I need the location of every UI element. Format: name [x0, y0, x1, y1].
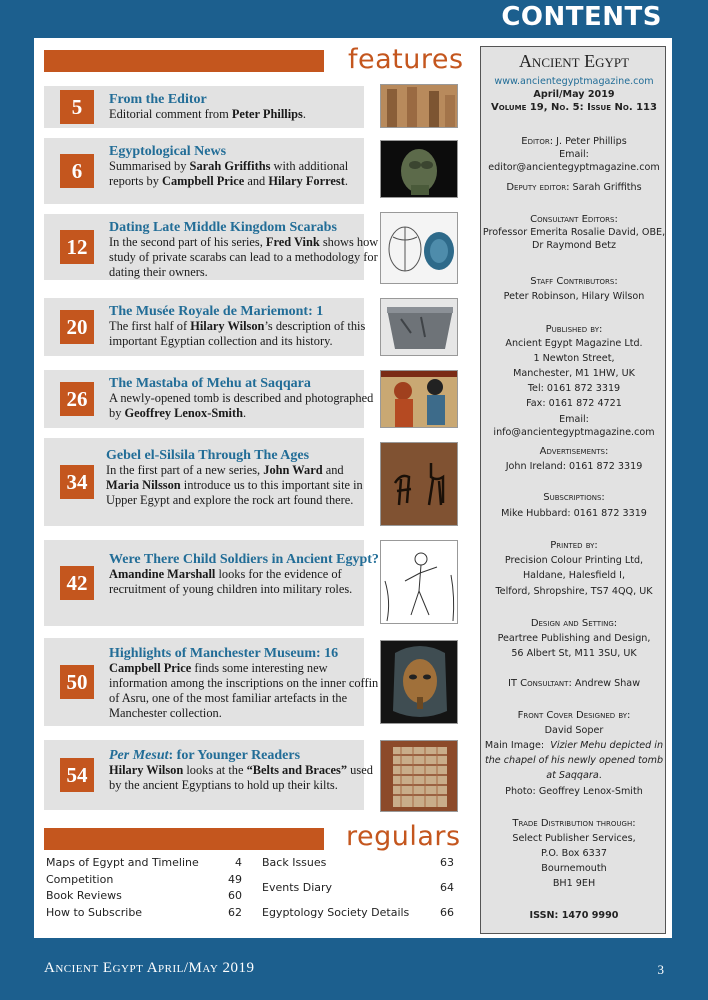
masthead-box	[480, 46, 666, 934]
regular-page: 49	[228, 873, 242, 886]
cover-caption: Main Image: Vizier Mehu depicted in	[484, 740, 664, 751]
feature-description: Amandine Marshall looks for the evidence of recruitment of young children into military roles.	[109, 567, 353, 596]
trade-line: Bournemouth	[541, 863, 607, 874]
consultant-heading: Consultant Editors:	[530, 214, 618, 225]
publisher-line: Ancient Egypt Magazine Ltd.	[505, 338, 643, 349]
it-credit: IT Consultant: Andrew Shaw	[507, 678, 641, 689]
features-rule	[44, 50, 324, 72]
regular-page: 4	[235, 856, 242, 869]
issue-date: April/May 2019	[533, 89, 615, 100]
editor-credit: Editor: J. Peter Phillips	[521, 136, 627, 147]
trade-line: BH1 9EH	[552, 878, 596, 889]
child-soldier-drawing	[380, 540, 458, 624]
trade-line: P.O. Box 6337	[541, 848, 607, 859]
feature-entry[interactable]	[44, 740, 373, 810]
staff-heading: Staff Contributors:	[530, 276, 618, 287]
belt-textile-photo	[380, 740, 458, 812]
footer-page-number: 3	[657, 962, 664, 977]
regular-item[interactable]	[46, 906, 242, 919]
scarab-drawing	[380, 212, 458, 284]
subs-heading: Subscriptions:	[543, 492, 605, 503]
publisher-email[interactable]: Email: info@ancientegyptmagazine.com	[493, 414, 655, 438]
trade-heading: Trade Distribution through:	[512, 818, 636, 829]
regular-item[interactable]	[262, 906, 462, 919]
page-number-badge: 6	[60, 154, 94, 188]
regular-label: Book Reviews	[46, 889, 122, 902]
feature-description: Editorial comment from Peter Phillips.	[109, 107, 306, 121]
feature-entry[interactable]	[44, 638, 379, 726]
cover-heading: Front Cover Designed by:	[517, 710, 631, 721]
regular-page: 64	[440, 881, 454, 894]
regular-page: 60	[228, 889, 242, 902]
page-number-badge: 26	[60, 382, 94, 416]
rock-art-photo	[380, 442, 458, 526]
printer-line: Haldane, Halesfield I,	[522, 570, 626, 581]
deputy-credit: Deputy editor: Sarah Griffiths	[506, 182, 642, 193]
ads-heading: Advertisements:	[539, 446, 609, 457]
feature-entry[interactable]	[44, 214, 379, 280]
page-number-badge: 54	[60, 758, 94, 792]
feature-description: Summarised by Sarah Griffiths with additional reports by Campbell Price and Hilary Forrest.	[109, 159, 349, 188]
regular-label: Competition	[46, 873, 114, 886]
publisher-line: Manchester, M1 1HW, UK	[513, 368, 635, 379]
regular-label: Maps of Egypt and Timeline	[46, 856, 199, 869]
feature-title: Egyptological News	[109, 144, 227, 159]
regulars-rule	[44, 828, 324, 850]
feature-title: Per Mesut: for Younger Readers	[109, 748, 301, 763]
regular-item[interactable]	[46, 856, 242, 869]
feature-title: The Musée Royale de Mariemont: 1	[109, 304, 324, 319]
regular-item[interactable]	[46, 873, 242, 886]
feature-title: From the Editor	[109, 92, 207, 107]
regular-item[interactable]	[262, 881, 462, 894]
subs-contact: Mike Hubbard: 0161 872 3319	[501, 508, 647, 519]
regular-item[interactable]	[262, 856, 462, 869]
regular-page: 66	[440, 906, 454, 919]
feature-text	[109, 92, 379, 122]
masthead-url[interactable]: www.ancientegyptmagazine.com	[494, 76, 654, 87]
consultant-name: Professor Emerita Rosalie David, OBE,	[482, 227, 666, 238]
regular-label: Events Diary	[262, 881, 333, 894]
design-heading: Design and Setting:	[530, 618, 618, 629]
cover-designer: David Soper	[544, 725, 604, 736]
feature-description: A newly-opened tomb is described and photographed by Geoffrey Lenox-Smith.	[109, 391, 374, 420]
volume-info: Volume 19, No. 5: Issue No. 113	[491, 102, 657, 113]
page-number-badge: 12	[60, 230, 94, 264]
consultant-name: Dr Raymond Betz	[531, 240, 617, 251]
feature-entry[interactable]	[44, 438, 364, 526]
feature-title: Dating Late Middle Kingdom Scarabs	[109, 220, 337, 235]
staff-names: Peter Robinson, Hilary Wilson	[503, 291, 645, 302]
feature-description: The first half of Hilary Wilson’s description of this important Egyptian collection and its history.	[109, 319, 366, 348]
feature-title: The Mastaba of Mehu at Saqqara	[109, 376, 311, 391]
feature-title: Gebel el-Silsila Through The Ages	[106, 448, 310, 463]
regulars-heading: regulars	[346, 821, 461, 852]
publisher-fax: Fax: 0161 872 4721	[526, 398, 622, 409]
page-number-badge: 34	[60, 465, 94, 499]
feature-description: Campbell Price finds some interesting new information among the inscriptions on the inner coffin of Asru, one of the most familiar artefacts in the Manchester collection.	[109, 661, 379, 720]
regular-page: 62	[228, 906, 242, 919]
feature-entry[interactable]	[44, 298, 364, 356]
regular-page: 63	[440, 856, 454, 869]
feature-entry[interactable]	[44, 138, 364, 204]
feature-description: Hilary Wilson looks at the “Belts and Braces” used by the ancient Egyptians to hold up their kilts.	[109, 763, 373, 792]
stone-vessel-photo	[380, 298, 458, 356]
page-number-badge: 50	[60, 665, 94, 699]
contents-heading: CONTENTS	[501, 2, 662, 32]
cover-caption: the chapel of his newly opened tomb	[484, 755, 664, 766]
feature-text	[109, 144, 379, 189]
statue-head-photo	[380, 140, 458, 198]
feature-title: Were There Child Soldiers in Ancient Egypt?	[109, 552, 379, 567]
tomb-painting-photo	[380, 370, 458, 428]
feature-text	[109, 376, 379, 421]
cover-photo-credit: Photo: Geoffrey Lenox-Smith	[505, 786, 643, 797]
regular-item[interactable]	[46, 889, 242, 902]
feature-text	[106, 448, 376, 508]
trade-line: Select Publisher Services,	[512, 833, 636, 844]
regular-label: Back Issues	[262, 856, 327, 869]
feature-title: Highlights of Manchester Museum: 16	[109, 646, 339, 661]
printed-heading: Printed by:	[550, 540, 598, 551]
feature-text	[109, 552, 379, 597]
publisher-tel: Tel: 0161 872 3319	[527, 383, 621, 394]
feature-description: In the first part of a new series, John Ward and Maria Nilsson introduce us to this important site in Upper Egypt and explore the rock art found there.	[106, 463, 363, 507]
regular-label: How to Subscribe	[46, 906, 143, 919]
masthead-title: Ancient Egypt	[518, 51, 630, 71]
page-number-badge: 42	[60, 566, 94, 600]
page-number-badge: 20	[60, 310, 94, 344]
feature-entry[interactable]	[44, 540, 379, 626]
design-line: Peartree Publishing and Design,	[497, 633, 651, 644]
feature-text	[109, 304, 379, 349]
regular-label: Egyptology Society Details	[262, 906, 410, 919]
coffin-mask-photo	[380, 640, 458, 724]
publisher-line: 1 Newton Street,	[533, 353, 615, 364]
feature-text	[109, 646, 379, 721]
footer-title: Ancient Egypt April/May 2019	[44, 960, 255, 976]
design-line: 56 Albert St, M11 3SU, UK	[511, 648, 637, 659]
editor-photo	[380, 84, 458, 128]
feature-entry[interactable]	[44, 370, 374, 428]
ads-contact: John Ireland: 0161 872 3319	[505, 461, 643, 472]
feature-text	[109, 220, 379, 280]
feature-entry[interactable]	[44, 86, 364, 128]
printer-line: Telford, Shropshire, TS7 4QQ, UK	[495, 586, 653, 597]
printer-line: Precision Colour Printing Ltd,	[504, 555, 644, 566]
editor-email[interactable]: Email: editor@ancientegyptmagazine.com	[488, 149, 660, 173]
feature-description: In the second part of his series, Fred Vink shows how study of private scarabs can lead to a methodology for dating their owners.	[109, 235, 379, 279]
published-heading: Published by:	[545, 324, 603, 335]
cover-caption: at Saqqara.	[546, 770, 602, 781]
feature-text	[109, 748, 379, 793]
features-heading: features	[348, 44, 464, 75]
issn: ISSN: 1470 9990	[529, 910, 619, 921]
page-number-badge: 5	[60, 90, 94, 124]
